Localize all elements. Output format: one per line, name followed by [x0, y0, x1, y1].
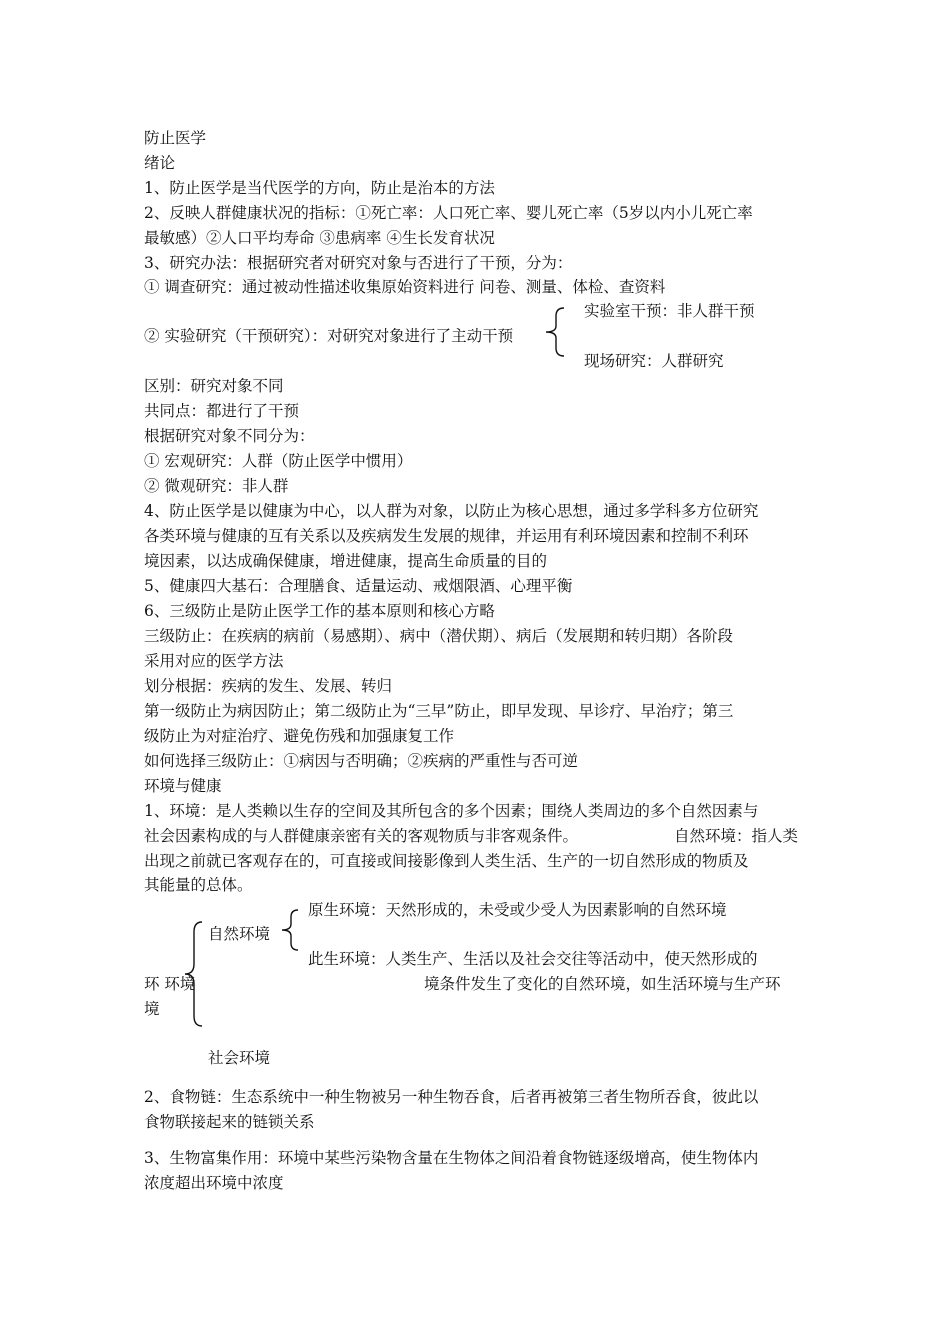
paragraph-3: 3、研究办法：根据研究者对研究对象与否进行了干预，分为：: [144, 254, 573, 272]
paragraph-4-line-2: 各类环境与健康的互有关系以及疾病发生发展的规律，并运用有利环境因素和控制不利环: [144, 527, 749, 545]
natural-environment-label: 自然环境: [208, 925, 271, 943]
brace-experimental: [540, 306, 570, 358]
environment-left-label: 环 环境: [144, 975, 196, 993]
paragraph-4-line-1: 4、防止医学是以健康为中心，以人群为对象，以防止为核心思想，通过多学科多方位研究: [144, 502, 759, 520]
brace-natural-environment: [276, 908, 304, 952]
paragraph-1: 1、防止医学是当代医学的方向，防止是治本的方法: [144, 179, 495, 197]
natural-environment-definition-start: 自然环境：指人类: [674, 827, 799, 845]
environment-definition-line-4: 其能量的总体。: [144, 876, 253, 894]
field-research: 现场研究：人群研究: [584, 352, 724, 370]
choosing-prevention: 如何选择三级防止：①病因与否明确；②疾病的严重性与否可逆: [144, 752, 579, 770]
environment-left-label-2: 境: [144, 1000, 160, 1018]
secondary-environment-line-2: 境条件发生了变化的自然环境，如生活环境与生产环: [424, 975, 781, 993]
bioaccumulation-line-1: 3、生物富集作用：环境中某些污染物含量在生物体之间沿着食物链逐级增高，使生物体内: [144, 1149, 759, 1167]
micro-research: ② 微观研究：非人群: [144, 477, 289, 495]
macro-research: ① 宏观研究：人群（防止医学中惯用）: [144, 452, 413, 470]
three-level-definition-line-2: 采用对应的医学方法: [144, 652, 284, 670]
secondary-environment-line-1: 此生环境：人类生产、生活以及社会交往等活动中，使天然形成的: [308, 950, 758, 968]
difference-note: 区别：研究对象不同: [144, 377, 284, 395]
paragraph-2-line-1: 2、反映人群健康状况的指标：①死亡率：人口死亡率、婴儿死亡率（5岁以内小儿死亡率: [144, 204, 753, 222]
section-heading-intro: 绪论: [144, 154, 176, 172]
brace-environment: [180, 920, 208, 1028]
paragraph-2-line-2: 最敏感）②人口平均寿命 ③患病率 ④生长发育状况: [144, 229, 495, 247]
classification-by-object: 根据研究对象不同分为：: [144, 427, 315, 445]
experimental-research: ② 实验研究（干预研究）：对研究对象进行了主动干预: [144, 327, 514, 345]
paragraph-6: 6、三级防止是防止医学工作的基本原则和核心方略: [144, 602, 495, 620]
prevention-levels-line-1: 第一级防止为病因防止；第二级防止为“三早”防止，即早发现、早诊疗、早治疗；第三: [144, 702, 734, 720]
paragraph-4-line-3: 境因素，以达成确保健康，增进健康，提高生命质量的目的: [144, 552, 548, 570]
food-chain-line-1: 2、食物链：生态系统中一种生物被另一种生物吞食，后者再被第三者生物所吞食，彼此以: [144, 1088, 759, 1106]
three-level-definition-line-1: 三级防止：在疾病的病前（易感期）、病中（潜伏期）、病后（发展期和转归期）各阶段: [144, 627, 734, 645]
section-heading-environment: 环境与健康: [144, 777, 222, 795]
paragraph-5: 5、健康四大基石：合理膳食、适量运动、戒烟限酒、心理平衡: [144, 577, 573, 595]
lab-intervention: 实验室干预：非人群干预: [584, 302, 755, 320]
common-point-note: 共同点：都进行了干预: [144, 402, 300, 420]
environment-definition-line-3: 出现之前就已客观存在的，可直接或间接影像到人类生活、生产的一切自然形成的物质及: [144, 852, 749, 870]
bioaccumulation-line-2: 浓度超出环境中浓度: [144, 1174, 284, 1192]
environment-definition-line-1: 1、环境：是人类赖以生存的空间及其所包含的多个因素；围绕人类周边的多个自然因素与: [144, 802, 759, 820]
social-environment-label: 社会环境: [208, 1049, 271, 1067]
environment-definition-line-2: 社会因素构成的与人群健康亲密有关的客观物质与非客观条件。: [144, 827, 579, 845]
classification-basis: 划分根据：疾病的发生、发展、转归: [144, 677, 393, 695]
food-chain-line-2: 食物联接起来的链锁关系: [144, 1113, 315, 1131]
survey-research: ① 调查研究：通过被动性描述收集原始资料进行 问卷、测量、体检、查资料: [144, 278, 666, 296]
primary-environment: 原生环境：天然形成的，未受或少受人为因素影响的自然环境: [308, 901, 727, 919]
document-title: 防止医学: [144, 129, 207, 147]
prevention-levels-line-2: 级防止为对症治疗、避免伤残和加强康复工作: [144, 727, 455, 745]
